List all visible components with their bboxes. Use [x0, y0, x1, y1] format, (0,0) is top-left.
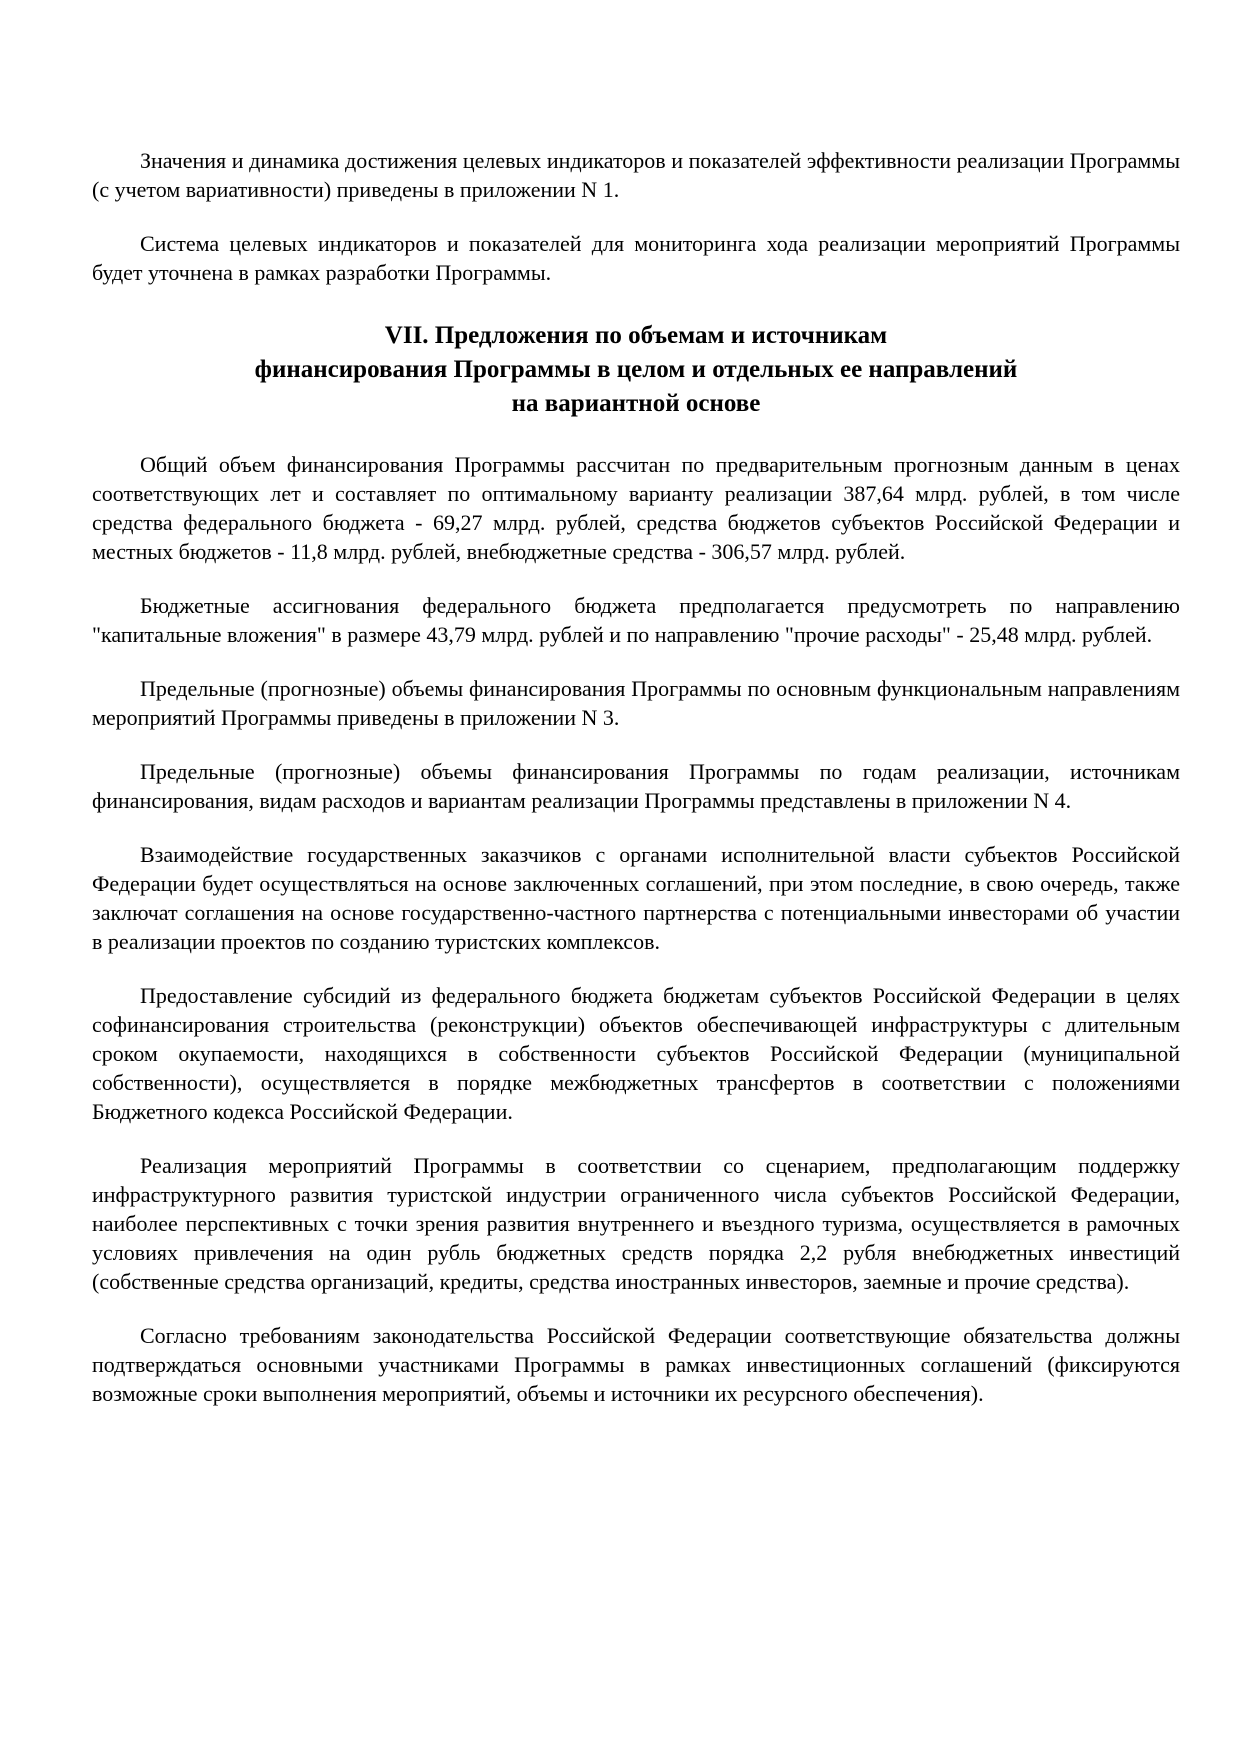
body-paragraph-interaction: Взаимодействие государственных заказчиков с органами исполнительной власти субъектов Российской Федерации будет осуществляться на основе заключенных соглашений, при этом последние, в свою очередь, также заключат соглашения на основе государственно-частного партнерства с потенциальными инвесторами об участии в реализации проектов по созданию туристских комплексов. [92, 842, 1180, 954]
body-paragraph-total-financing: Общий объем финансирования Программы рассчитан по предварительным прогнозным данным в ценах соответствующих лет и составляет по оптимальному варианту реализации 387,64 млрд. рублей, в том числе средства федерального бюджета - 69,27 млрд. рублей, средства бюджетов субъектов Российской Федерации и местных бюджетов - 11,8 млрд. рублей, внебюджетные средства - 306,57 млрд. рублей. [92, 452, 1180, 564]
section-heading-vii [92, 319, 1180, 421]
body-paragraph-limits-by-year: Предельные (прогнозные) объемы финансирования Программы по годам реализации, источникам финансирования, видам расходов и вариантам реализации Программы представлены в приложении N 4. [92, 759, 1180, 813]
heading-line-2: финансирования Программы в целом и отдельных ее направлений [254, 356, 1018, 383]
body-paragraph-obligations: Согласно требованиям законодательства Российской Федерации соответствующие обязательства должны подтверждаться основными участниками Программы в рамках инвестиционных соглашений (фиксируются возможные сроки выполнения мероприятий, объемы и источники их ресурсного обеспечения). [92, 1323, 1180, 1406]
body-paragraph-limits-functional: Предельные (прогнозные) объемы финансирования Программы по основным функциональным направлениям мероприятий Программы приведены в приложении N 3. [92, 676, 1180, 730]
body-paragraph-scenario: Реализация мероприятий Программы в соответствии со сценарием, предполагающим поддержку инфраструктурного развития туристской индустрии ограниченного числа субъектов Российской Федерации, наиболее перспективных с точки зрения развития внутреннего и въездного туризма, осуществляется в рамочных условиях привлечения на один рубль бюджетных средств порядка 2,2 рубля внебюджетных инвестиций (собственные средства организаций, кредиты, средства иностранных инвесторов, заемные и прочие средства). [92, 1153, 1180, 1294]
heading-line-1: VII. Предложения по объемам и источникам [384, 322, 888, 349]
intro-paragraph-1: Значения и динамика достижения целевых индикаторов и показателей эффективности реализации Программы (с учетом вариативности) приведены в приложении N 1. [92, 148, 1180, 202]
body-paragraph-subsidies: Предоставление субсидий из федерального бюджета бюджетам субъектов Российской Федерации в целях софинансирования строительства (реконструкции) объектов обеспечивающей инфраструктуры с длительным сроком окупаемости, находящихся в собственности субъектов Российской Федерации (муниципальной собственности), осуществляется в порядке межбюджетных трансфертов в соответствии с положениями Бюджетного кодекса Российской Федерации. [92, 983, 1180, 1124]
intro-paragraph-2: Система целевых индикаторов и показателей для мониторинга хода реализации мероприятий Программы будет уточнена в рамках разработки Программы. [92, 231, 1180, 285]
heading-line-3: на вариантной основе [511, 390, 761, 417]
body-paragraph-budget-allocations: Бюджетные ассигнования федерального бюджета предполагается предусмотреть по направлению "капитальные вложения" в размере 43,79 млрд. рублей и по направлению "прочие расходы" - 25,48 млрд. рублей. [92, 593, 1180, 647]
